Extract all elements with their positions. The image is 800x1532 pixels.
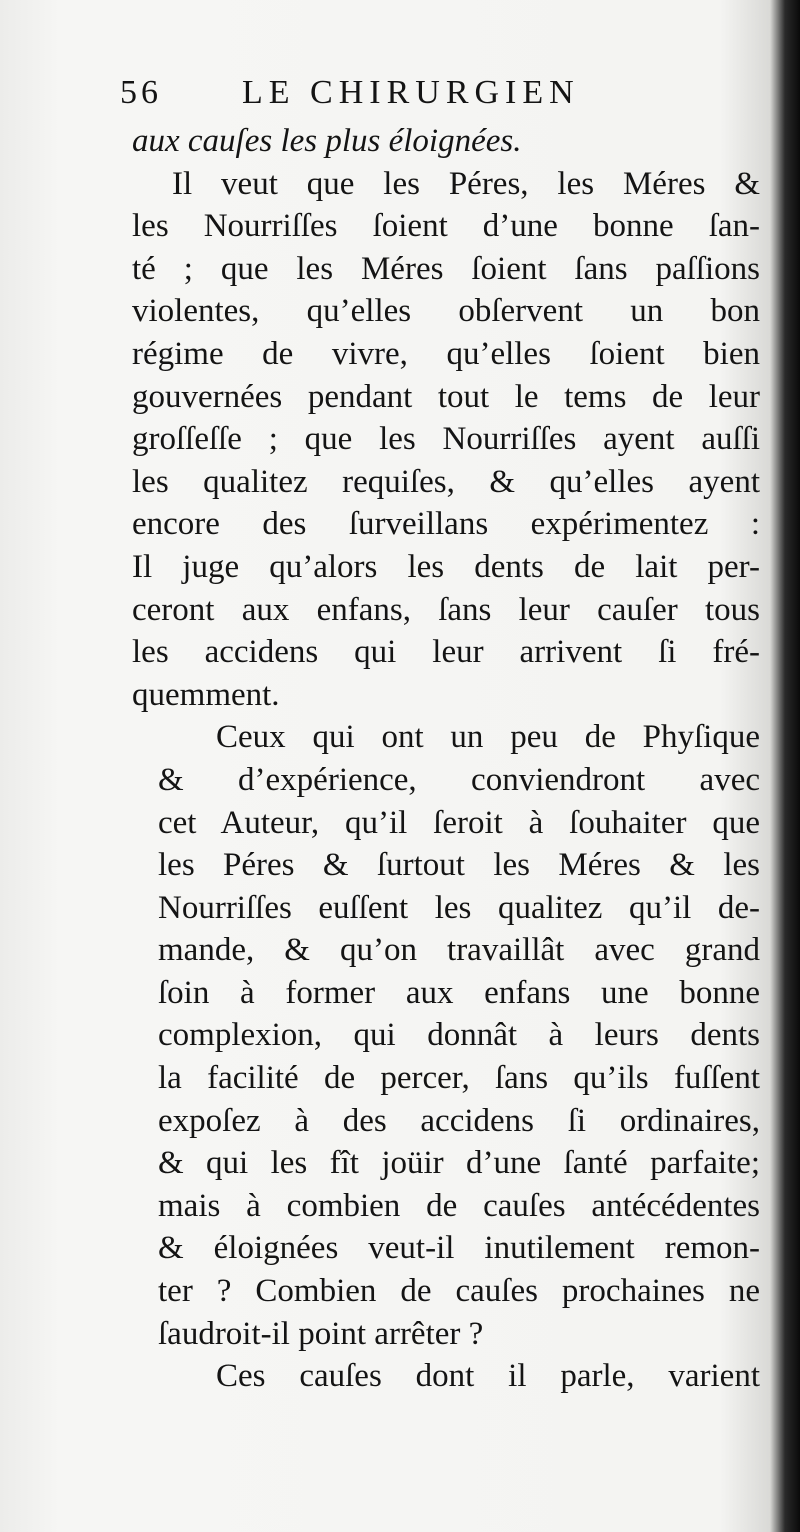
page-header [120,74,640,118]
text-line: la facilité de percer, ſans qu’ils fuſſent [158,1060,760,1097]
text-line: régime de vivre, qu’elles ſoient bien [132,335,760,372]
text-line: groſſeſſe ; que les Nourriſſes ayent auſſi [132,421,760,458]
text-line: mais à combien de cauſes antécédentes [158,1187,760,1224]
text-line: Ces cauſes dont il parle, varient [216,1358,760,1395]
text-line: & qui les fît joüir d’une ſanté parfaite; [158,1145,760,1182]
text-line: encore des ſurveillans expérimentez : [132,506,760,543]
text-line: aux cauſes les plus éloignées. [132,123,522,159]
body-text [132,120,760,1398]
text-line: Il veut que les Péres, les Méres & [172,165,760,202]
text-line: expoſez à des accidens ſi ordinaires, [158,1102,760,1139]
text-line: Il juge qu’alors les dents de lait per- [132,548,760,585]
text-line: ter ? Combien de cauſes prochaines ne [158,1273,760,1310]
text-line: ſoin à former aux enfans une bonne [158,974,760,1011]
text-line: les accidens qui leur arrivent ſi fré- [132,634,760,671]
text-line: violentes, qu’elles obſervent un bon [132,293,760,330]
text-line: gouvernées pendant tout le tems de leur [132,378,760,415]
text-line: quemment. [132,676,280,713]
running-title: LE CHIRURGIEN [242,74,580,111]
text-line: & éloignées veut-il inutilement remon- [158,1230,760,1267]
text-line: Ceux qui ont un peu de Phyſique [216,719,760,756]
text-line: mande, & qu’on travaillât avec grand [158,932,760,969]
text-line: té ; que les Méres ſoient ſans paſſions [132,250,760,287]
text-line: les qualitez requiſes, & qu’elles ayent [132,463,760,500]
text-line: ſaudroit-il point arrêter ? [158,1315,484,1352]
page-number: 56 [120,74,162,111]
text-line: les Nourriſſes ſoient d’une bonne ſan- [132,208,760,245]
text-line: cet Auteur, qu’il ſeroit à ſouhaiter que [158,804,760,841]
text-line: Nourriſſes euſſent les qualitez qu’il de- [158,889,760,926]
text-line: complexion, qui donnât à leurs dents [158,1017,760,1054]
text-line: ceront aux enfans, ſans leur cauſer tous [132,591,760,628]
text-line: & d’expérience, conviendront avec [158,761,760,798]
text-line: les Péres & ſurtout les Méres & les [158,847,760,884]
